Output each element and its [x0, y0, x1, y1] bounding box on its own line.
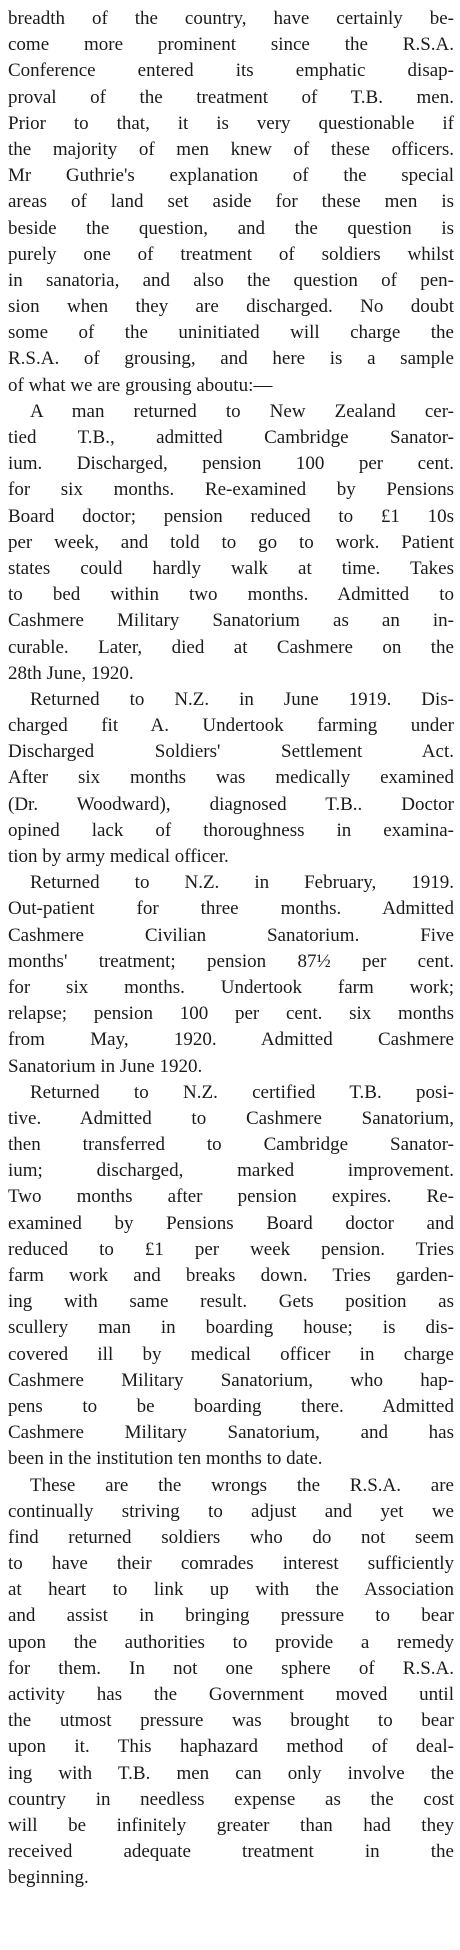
text-line: beside the question, and the question is: [8, 217, 454, 239]
text-line: for six months. Re-examined by Pensions: [8, 479, 454, 501]
text-line: from May, 1920. Admitted Cashmere: [8, 1029, 454, 1051]
article-paragraph: [8, 870, 454, 1080]
text-line: After six months was medically examined: [8, 767, 454, 789]
text-line: Returned to N.Z. certified T.B. posi-: [30, 1081, 454, 1103]
text-line: ing with T.B. men can only involve the: [8, 1762, 454, 1784]
text-line: Cashmere Military Sanatorium, and has: [8, 1422, 454, 1444]
text-line: purely one of treatment of soldiers whilst: [8, 243, 454, 265]
text-line: opined lack of thoroughness in examina-: [8, 819, 454, 841]
text-line: curable. Later, died at Cashmere on the: [8, 636, 454, 658]
article-paragraph: [8, 1080, 454, 1473]
text-line: A man returned to New Zealand cer-: [30, 400, 454, 422]
text-line: R.S.A. of grousing, and here is a sample: [8, 348, 454, 370]
text-line: ium; discharged, marked improvement.: [8, 1160, 454, 1182]
text-line: received adequate treatment in the: [8, 1841, 454, 1863]
text-line: to have their comrades interest sufficiently: [8, 1553, 454, 1575]
text-line: tion by army medical officer.: [8, 846, 229, 867]
text-line: states could hardly walk at time. Takes: [8, 557, 454, 579]
text-line: (Dr. Woodward), diagnosed T.B.. Doctor: [8, 793, 454, 815]
text-line: Cashmere Military Sanatorium, who hap-: [8, 1369, 454, 1391]
text-line: Sanatorium in June 1920.: [8, 1055, 203, 1077]
text-line: activity has the Government moved until: [8, 1684, 454, 1705]
article-paragraph: [8, 6, 454, 399]
text-line: scullery man in boarding house; is dis-: [8, 1317, 454, 1339]
text-line: sion when they are discharged. No doubt: [8, 296, 454, 318]
text-line: Cashmere Civilian Sanatorium. Five: [8, 924, 454, 946]
text-line: at heart to link up with the Association: [8, 1579, 454, 1601]
text-line: Out-patient for three months. Admitted: [8, 898, 454, 920]
text-line: examined by Pensions Board doctor and: [8, 1212, 454, 1234]
text-line: proval of the treatment of T.B. men.: [8, 86, 454, 108]
text-line: for six months. Undertook farm work;: [8, 976, 454, 998]
text-line: ing with same result. Gets position as: [8, 1291, 454, 1313]
text-line: Board doctor; pension reduced to £1 10s: [8, 505, 454, 527]
text-line: months' treatment; pension 87½ per cent.: [8, 950, 454, 972]
text-line: come more prominent since the R.S.A.: [8, 34, 454, 56]
text-line: beginning.: [8, 1867, 89, 1889]
text-line: covered ill by medical officer in charge: [8, 1343, 454, 1365]
article-paragraph: [8, 399, 454, 687]
text-line: upon it. This haphazard method of deal-: [8, 1736, 454, 1758]
text-line: Returned to N.Z. in June 1919. Dis-: [30, 688, 454, 710]
article-paragraph: [8, 1473, 454, 1892]
text-line: find returned soldiers who do not seem: [8, 1526, 454, 1548]
text-line: will be infinitely greater than had they: [8, 1814, 454, 1836]
text-line: Prior to that, it is very questionable if: [8, 112, 454, 134]
text-line: then transferred to Cambridge Sanator-: [8, 1134, 454, 1156]
text-line: pens to be boarding there. Admitted: [8, 1395, 454, 1417]
text-line: per week, and told to go to work. Patient: [8, 531, 454, 553]
text-line: Discharged Soldiers' Settlement Act.: [8, 741, 454, 763]
text-line: upon the authorities to provide a remedy: [8, 1631, 454, 1653]
text-line: charged fit A. Undertook farming under: [8, 715, 454, 737]
text-line: tive. Admitted to Cashmere Sanatorium,: [8, 1107, 454, 1129]
text-line: and assist in bringing pressure to bear: [8, 1605, 454, 1627]
text-line: breadth of the country, have certainly be-: [8, 8, 454, 29]
text-line: some of the uninitiated will charge the: [8, 322, 454, 344]
text-line: Cashmere Military Sanatorium as an in-: [8, 610, 454, 632]
text-line: areas of land set aside for these men is: [8, 191, 454, 213]
text-line: ium. Discharged, pension 100 per cent.: [8, 453, 454, 475]
text-line: the majority of men knew of these officers.: [8, 138, 454, 160]
text-line: in sanatoria, and also the question of pen-: [8, 269, 454, 291]
text-line: reduced to £1 per week pension. Tries: [8, 1238, 454, 1260]
text-line: the utmost pressure was brought to bear: [8, 1710, 454, 1732]
text-line: tied T.B., admitted Cambridge Sanator-: [8, 427, 454, 448]
text-line: These are the wrongs the R.S.A. are: [30, 1474, 454, 1496]
text-line: Returned to N.Z. in February, 1919.: [30, 872, 454, 894]
text-line: Conference entered its emphatic disap-: [8, 60, 454, 82]
text-line: farm work and breaks down. Tries garden-: [8, 1265, 454, 1286]
text-line: to bed within two months. Admitted to: [8, 584, 454, 606]
text-line: for them. In not one sphere of R.S.A.: [8, 1657, 454, 1679]
text-line: continually striving to adjust and yet we: [8, 1500, 454, 1522]
text-line: of what we are grousing aboutu:—: [8, 374, 273, 396]
text-line: been in the institution ten months to date.: [8, 1448, 323, 1470]
text-line: relapse; pension 100 per cent. six months: [8, 1003, 454, 1025]
article-paragraph: [8, 687, 454, 870]
text-line: 28th June, 1920.: [8, 662, 134, 684]
text-line: Two months after pension expires. Re-: [8, 1186, 454, 1208]
text-line: Mr Guthrie's explanation of the special: [8, 165, 454, 187]
text-line: country in needless expense as the cost: [8, 1788, 454, 1810]
